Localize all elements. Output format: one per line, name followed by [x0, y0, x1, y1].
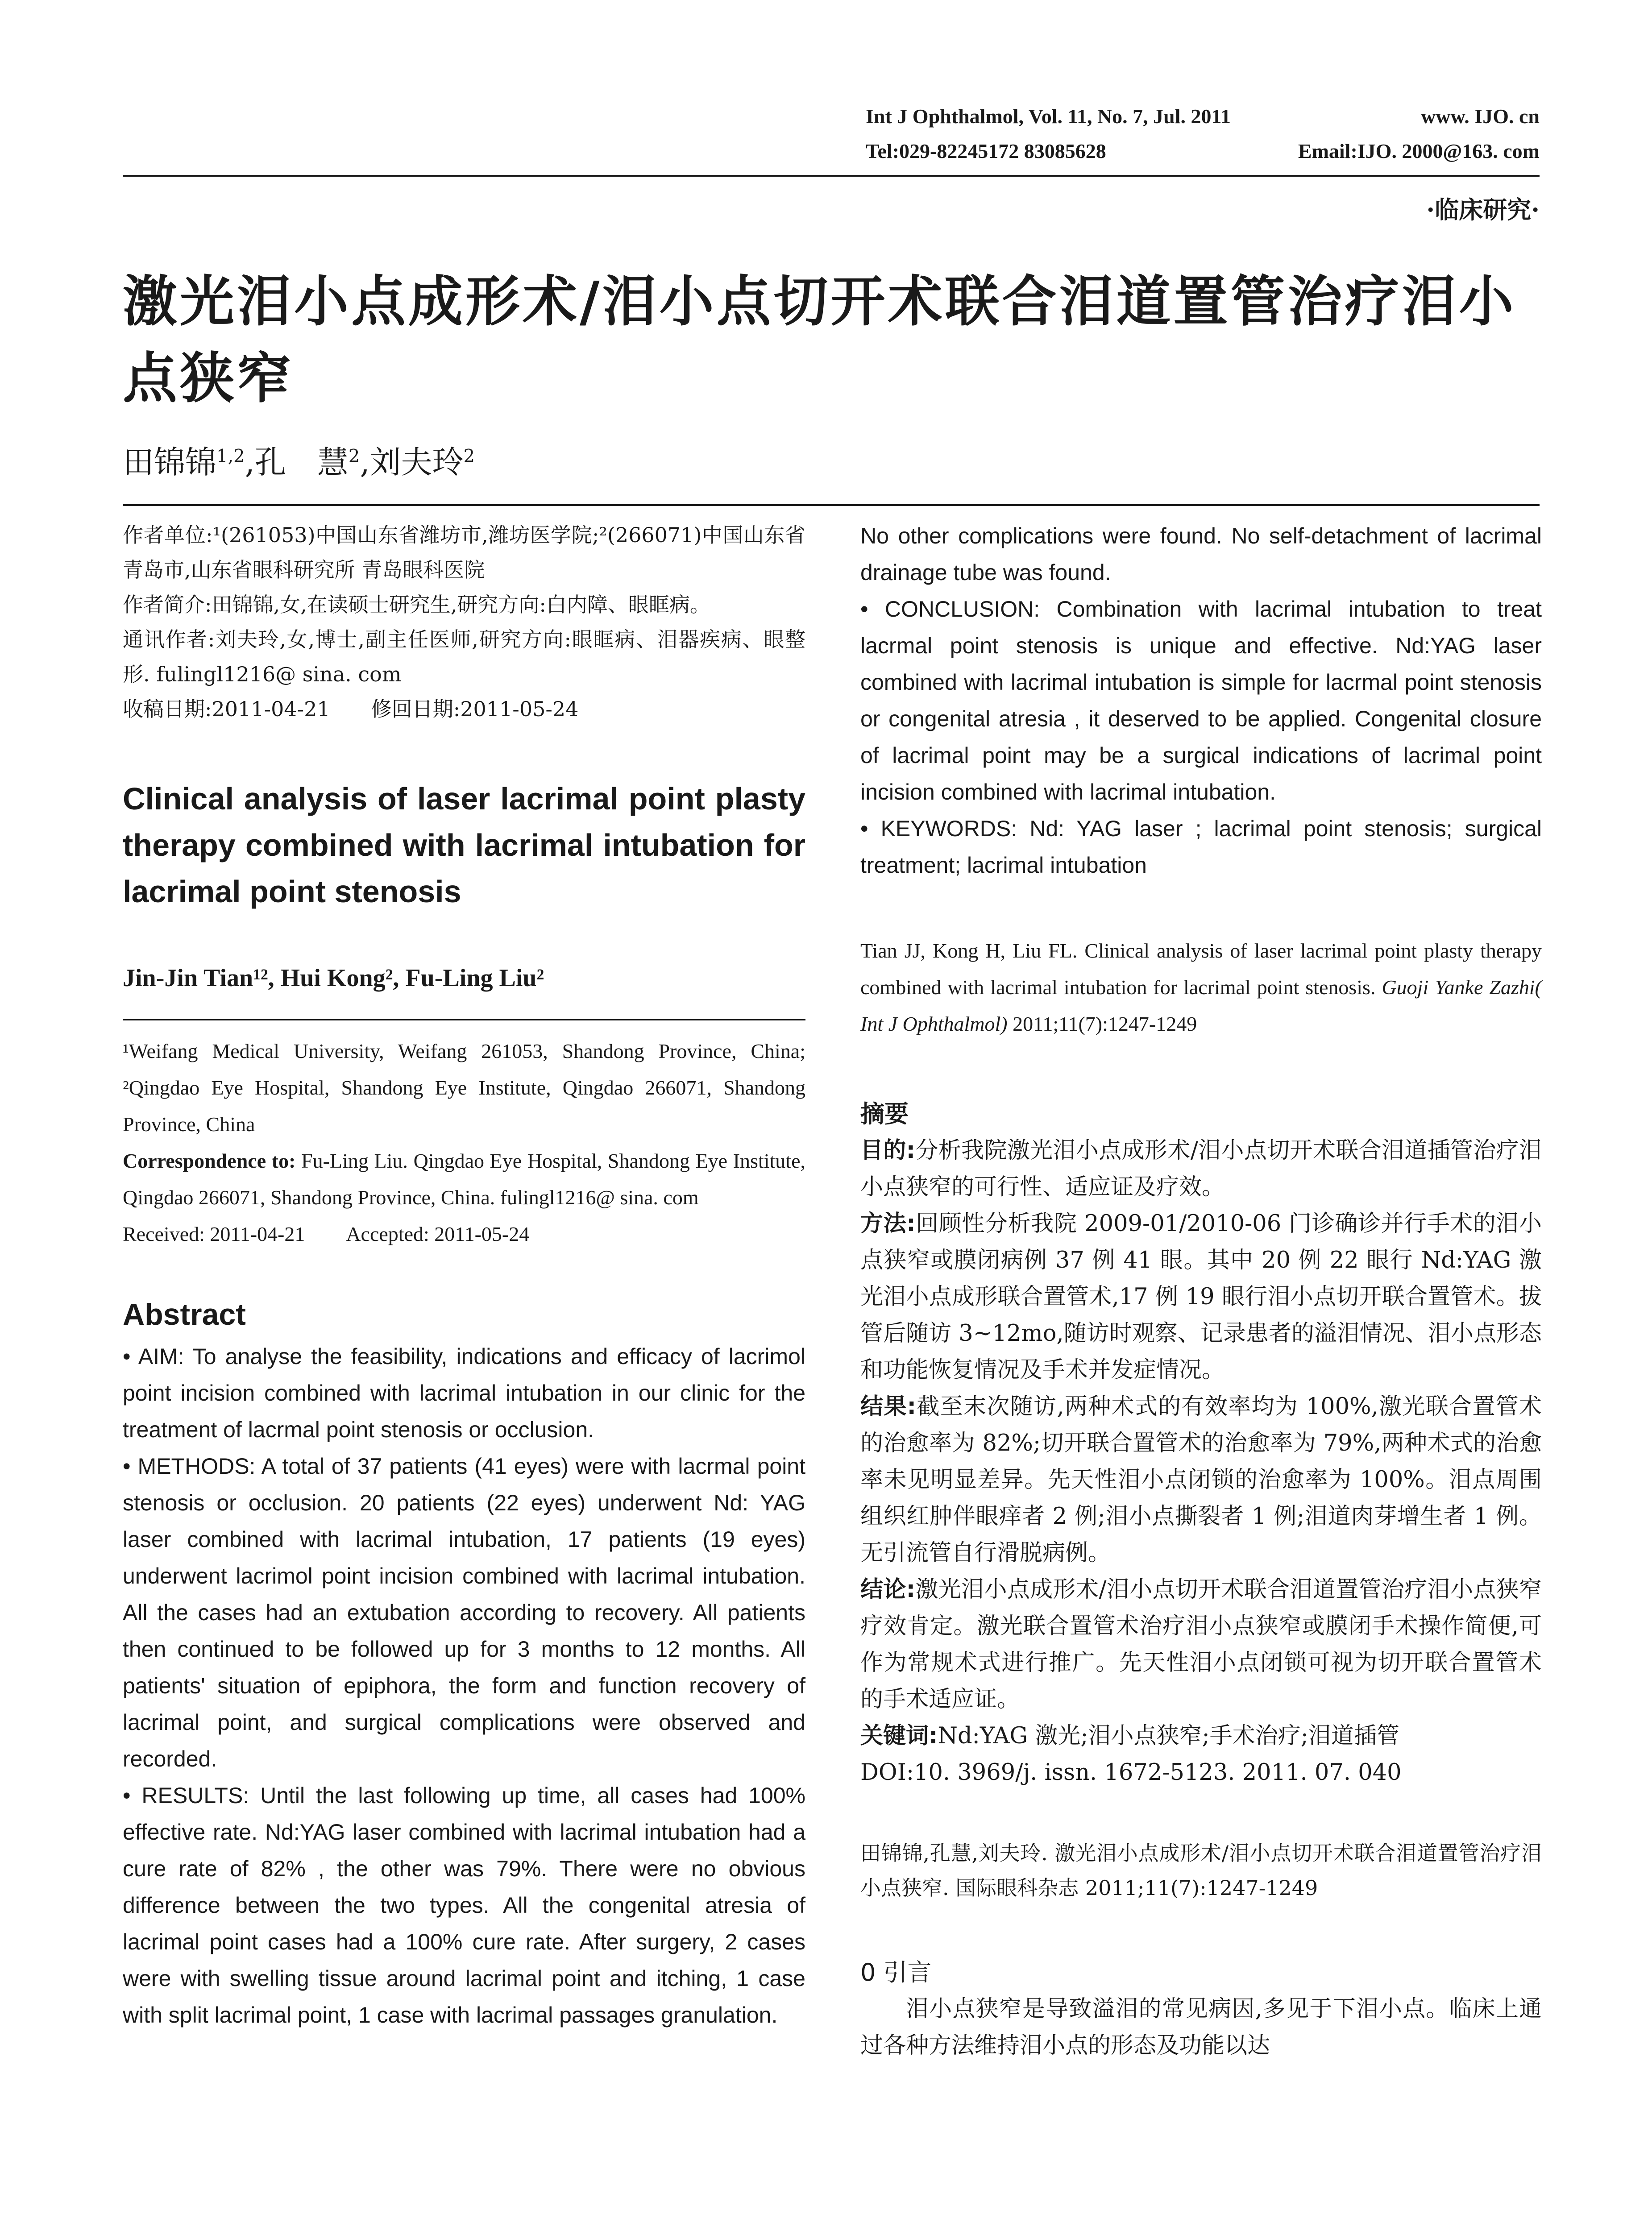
citation-cn: 田锦锦,孔慧,刘夫玲. 激光泪小点成形术/泪小点切开术联合泪道置管治疗泪小点狭窄. 国际眼科杂志 2011;11(7):1247-1249: [860, 1841, 1542, 1900]
author-bio: 作者简介:田锦锦,女,在读硕士研究生,研究方向:白内障、眼眶病。: [123, 593, 710, 617]
method-label: 方法:: [860, 1211, 916, 1237]
introduction-text: 泪小点狭窄是导致溢泪的常见病因,多见于下泪小点。临床上通过各种方法维持泪小点的形态及功能以达: [860, 1996, 1542, 2059]
abstract-heading: Abstract: [123, 1298, 246, 1331]
abstract-cn-purpose: [860, 1132, 1542, 1206]
left-column: [123, 518, 805, 2033]
abstract-results: • RESULTS: Until the last following up time, all cases had 100% effective rate. Nd:YAG laser combined with lacrimal intubation had a cure rate of 82% , the other was 79%. There were no obvious difference between the two types. All the congenital atresia of lacrimal point cases had a 100% cure rate. After surgery, 2 cases were with swelling tissue around lacrimal point and itching, 1 case with split lacrimal point, 1 case with lacrimal passages granulation.: [123, 1783, 805, 2028]
abstract-methods: • METHODS: A total of 37 patients (41 eyes) were with lacrmal point stenosis or occlusion. 20 patients (22 eyes) underwent Nd: YAG laser combined with lacrimal intubation, 17 patients (19 eyes) underwent lacrimol point incision combined with lacrimal intubation. All the cases had an extubation according to recovery. All patients then continued to be followed up for 3 months to 12 months. All patients' situation of epiphora, the form and function recovery of lacrimal point, and surgical complications were observed and recorded.: [123, 1454, 805, 1771]
result-text: 截至末次随访,两种术式的有效率均为 100%,激光联合置管术的治愈率为 82%;切开联合置管术的治愈率为 79%,两种术式的治愈率未见明显差异。先天性泪小点闭锁的治愈率为 100%。泪点周围组织红肿伴眼痒者 2 例;泪小点撕裂者 1 例;泪道肉芽增生者 1 例。无引流管自行滑脱病例。: [860, 1393, 1542, 1566]
dates-en: Received: 2011-04-21 Accepted: 2011-05-24: [123, 1223, 530, 1245]
citation-en: [860, 933, 1542, 1042]
purpose-label: 目的:: [860, 1137, 916, 1164]
author-2-affil: 2: [348, 446, 360, 467]
affiliation-en: ¹Weifang Medical University, Weifang 261053, Shandong Province, China; ²Qingdao Eye Hospital, Shandong Eye Institute, Qingdao 266071, Shandong Province, China: [123, 1040, 805, 1136]
section-tag: ·临床研究·: [1426, 195, 1540, 224]
corresponding-author-cn: 通讯作者:刘夫玲,女,博士,副主任医师,研究方向:眼眶病、泪器疾病、眼整形. fulingl1216@ sina. com: [123, 627, 805, 686]
article-title-en: Clinical analysis of laser lacrimal point plasty therapy combined with lacrimal intubation for lacrimal point stenosis: [123, 781, 805, 909]
authors-cn: [123, 437, 475, 482]
result-label: 结果:: [860, 1393, 917, 1420]
method-text: 回顾性分析我院 2009-01/2010-06 门诊确诊并行手术的泪小点狭窄或膜闭病例 37 例 41 眼。其中 20 例 22 眼行 Nd:YAG 激光泪小点成形联合置管术,17 例 19 眼行泪小点切开联合置管术。拔管后随访 3~12mo,随访时观察、记录患者的溢泪情况、泪小点形态和功能恢复情况及手术并发症情况。: [860, 1211, 1542, 1383]
abstract-cn-conclusion: [860, 1572, 1542, 1718]
journal-tel: Tel:029-82245172 83085628: [866, 140, 1106, 162]
abstract-cn-keywords: [860, 1718, 1542, 1754]
abstract-aim: • AIM: To analyse the feasibility, indications and efficacy of lacrimol point incision combined with lacrimal intubation in our clinic for the treatment of lacrmal point stenosis or occlusion.: [123, 1344, 805, 1442]
correspondence-en: [123, 1143, 805, 1216]
abstract-keywords: • KEYWORDS: Nd: YAG laser ; lacrimal point stenosis; surgical treatment; lacrimal intubation: [860, 816, 1542, 878]
authors-en: Jin-Jin Tian¹², Hui Kong², Fu-Ling Liu²: [123, 964, 544, 992]
author-1-cn: 田锦锦: [123, 444, 216, 481]
correspondence-label: Correspondence to:: [123, 1149, 296, 1172]
author-unit: 作者单位:¹(261053)中国山东省潍坊市,潍坊医学院;²(266071)中国山东省青岛市,山东省眼科研究所 青岛眼科医院: [123, 523, 805, 582]
abstract-cn-heading: 摘要: [860, 1100, 909, 1128]
conclusion-label: 结论:: [860, 1576, 916, 1603]
article-title-cn: 激光泪小点成形术/泪小点切开术联合泪道置管治疗泪小点狭窄: [123, 270, 1516, 410]
doi[interactable]: DOI:10. 3969/j. issn. 1672-5123. 2011. 07. 040: [860, 1759, 1402, 1786]
author-3-cn: ,刘夫玲: [360, 444, 464, 481]
header-divider: [123, 175, 1540, 177]
conclusion-text: 激光泪小点成形术/泪小点切开术联合泪道置管治疗泪小点狭窄疗效肯定。激光联合置管术治疗泪小点狭窄或膜闭手术操作简便,可作为常规术式进行推广。先天性泪小点闭锁可视为切开联合置管术的手术适应证。: [860, 1576, 1542, 1713]
citation-en-journal: Guoji Yanke Zazhi( Int J Ophthalmol): [860, 976, 1542, 1035]
abstract-results-continued: No other complications were found. No self-detachment of lacrimal drainage tube was found.: [860, 523, 1542, 585]
journal-email[interactable]: Email:IJO. 2000@163. com: [1298, 140, 1540, 162]
author-3-affil: 2: [463, 446, 475, 467]
introduction-heading: 0 引言: [860, 1958, 932, 1986]
abstract-cn-method: [860, 1206, 1542, 1389]
journal-header: [866, 99, 1540, 169]
right-column: [860, 518, 1542, 2064]
correspondence-text: Fu-Ling Liu. Qingdao Eye Hospital, Shandong Eye Institute, Qingdao 266071, Shandong Province, China. fulingl1216@ sina. com: [123, 1149, 806, 1209]
citation-en-volume: 2011;11(7):1247-1249: [1007, 1012, 1197, 1035]
dates-cn: 收稿日期:2011-04-21 修回日期:2011-05-24: [123, 697, 579, 721]
keywords-label: 关键词:: [860, 1723, 938, 1749]
title-divider: [123, 504, 1540, 506]
author-1-affil: 1,2: [216, 446, 245, 467]
keywords-text: Nd:YAG 激光;泪小点狭窄;手术治疗;泪道插管: [938, 1723, 1399, 1749]
abstract-conclusion: • CONCLUSION: Combination with lacrimal intubation to treat lacrmal point stenosis is unique and effective. Nd:YAG laser combined with lacrimal intubation is simple for lacrmal point stenosis or congenital atresia , it deserved to be applied. Congenital closure of lacrimal point may be a surgical indications of lacrimal point incision combined with lacrimal intubation.: [860, 597, 1542, 804]
author-2-cn: ,孔 慧: [245, 444, 349, 481]
abstract-cn-result: [860, 1389, 1542, 1572]
citation-en-text: Tian JJ, Kong H, Liu FL. Clinical analysis of laser lacrimal point plasty therapy combined with lacrimal intubation for lacrimal point stenosis.: [860, 939, 1542, 999]
journal-website[interactable]: www. IJO. cn: [1421, 105, 1540, 128]
journal-citation-line: Int J Ophthalmol, Vol. 11, No. 7, Jul. 2011: [866, 105, 1231, 128]
purpose-text: 分析我院激光泪小点成形术/泪小点切开术联合泪道插管治疗泪小点狭窄的可行性、适应证及疗效。: [860, 1137, 1542, 1200]
